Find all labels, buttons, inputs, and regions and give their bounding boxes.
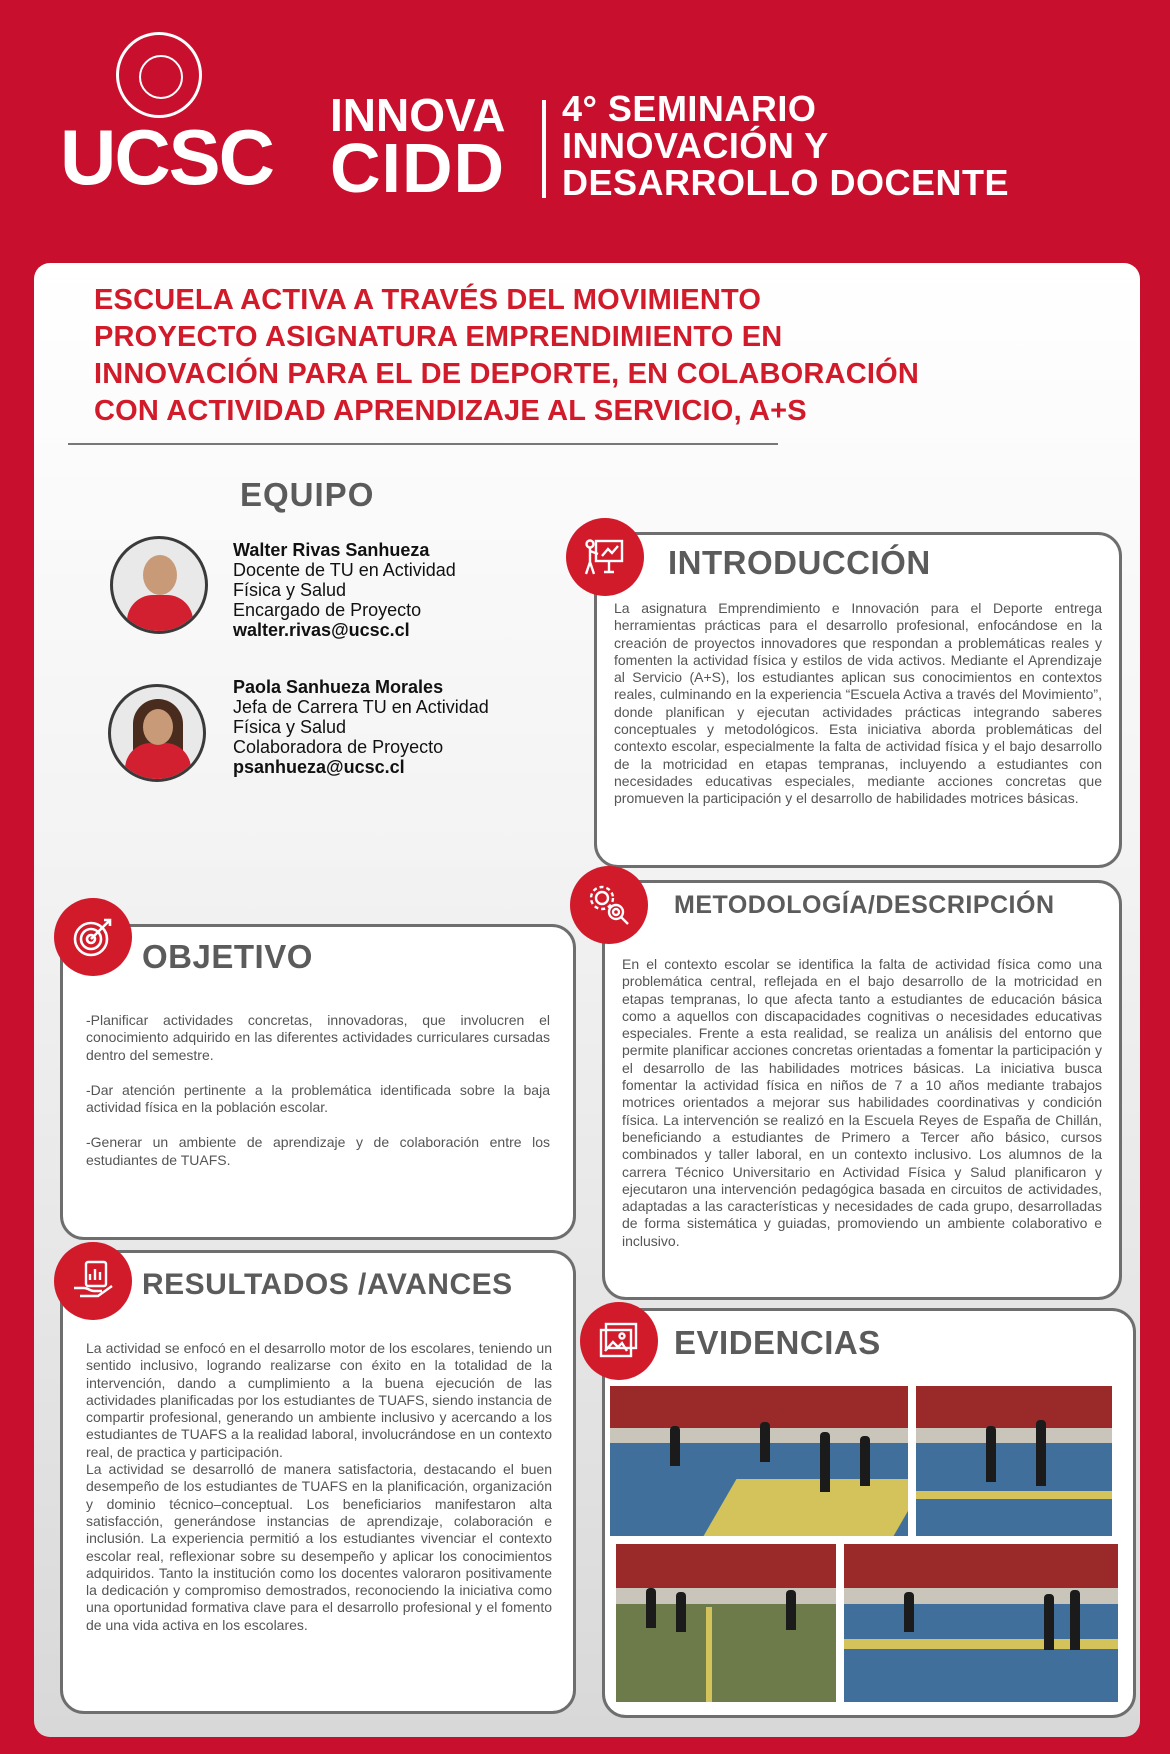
introduccion-text: La asignatura Emprendimiento e Innovación para el Deporte entrega herramientas prácticas para el desarrollo profesional, enfocándose en la creación de proyectos innovadores que respondan a problemáticas reales y fomenten la actividad física y estilos de vida activos. Mediante el Aprendizaje al Servicio (A+S), los estudiantes aplican sus conocimientos en contextos reales, culminando en la experiencia “Escuela Activa a través del Movimiento”, donde planifican y ejecutan actividades prácticas integrando saberes conceptuales y metodológicos. Esta iniciativa aborda problemáticas del contexto escolar, especialmente la falta de actividad física y el bajo desarrollo de la motricidad en etapas tempranas, incluyendo a estudiantes con necesidades educativas especiales, mediante acciones concretas que promueven la participación y el desarrollo de habilidades motrices básicas.	[614, 600, 1102, 807]
resultados-heading: RESULTADOS /AVANCES	[142, 1268, 513, 1301]
seminar-title	[562, 90, 1009, 201]
poster-title	[94, 282, 1074, 430]
presentation-icon	[566, 518, 644, 596]
metodologia-text: En el contexto escolar se identifica la falta de actividad física como una problemática central, reflejada en el bajo desarrollo de la motricidad en etapas tempranas, lo que afecta tanto a estudiantes de educación básica como a aquellos con discapacidades cognitivas o necesidades educativas especiales. Frente a esta realidad, se realiza un análisis del entorno que permite planificar acciones concretas orientadas a fomentar la participación y el desarrollo de las habilidades motrices básicas. La iniciativa busca fomentar la actividad física en niños de 7 a 10 años mediante trabajos motrices orientados a mejorar sus habilidades coordinativas y condición física. La intervención se realizó en la Escuela Reyes de España de Chillán, beneficiando a estudiantes de Primero a Tercer año básico, cursos combinados y taller laboral, en un contexto inclusivo. Los alumnos de la carrera Técnico Universitario en Actividad Física y Salud planificaron y ejecutaron una intervención pedagógica basada en circuitos de actividades, adaptadas a las características y necesidades de cada grupo, desarrolladas de forma sistemática y guiadas, promoviendo un ambiente colaborativo e inclusivo.	[622, 956, 1102, 1249]
seminar-line: INNOVACIÓN Y	[562, 125, 829, 166]
avatar	[110, 536, 208, 634]
university-seal-icon	[116, 32, 202, 118]
metodologia-heading: METODOLOGÍA/DESCRIPCIÓN	[674, 891, 1055, 919]
title-line: CON ACTIVIDAD APRENDIZAJE AL SERVICIO, A+S	[94, 395, 807, 427]
member-role: Física y Salud	[233, 580, 347, 600]
resultados-text	[86, 1340, 552, 1634]
evidencias-heading: EVIDENCIAS	[674, 1324, 881, 1361]
university-logo: UCSC	[60, 113, 274, 201]
evidence-photo	[916, 1386, 1112, 1536]
member-role: Física y Salud	[233, 717, 347, 737]
resultados-paragraph: La actividad se desarrolló de manera satisfactoria, destacando el buen desempeño de los estudiantes de TUAFS en la planificación, organización y dominio técnico–conceptual. Los beneficiarios manifestaron alta satisfacción, generándose instancias de aprendizaje, colaboración e inclusión. La experiencia permitió a los estudiantes vivenciar el contexto escolar real, reflexionar sobre su desempeño y aplicar los conocimientos adquiridos. Tanto la institución como los docentes valoraron positivamente la dedicación y compromiso demostrados, reconociendo la iniciativa como una oportunidad formativa clave para el desarrollo profesional y el fomento de una vida activa en los escolares.	[86, 1461, 552, 1633]
objetivo-item: -Planificar actividades concretas, innovadoras, que involucren el conocimiento adquirido en las diferentes actividades curriculares cursadas dentro del semestre.	[86, 1012, 550, 1063]
report-icon	[54, 1242, 132, 1320]
title-line: PROYECTO ASIGNATURA EMPRENDIMIENTO EN	[94, 321, 783, 353]
title-line: ESCUELA ACTIVA A TRAVÉS DEL MOVIMIENTO	[94, 284, 762, 316]
title-line: INNOVACIÓN PARA EL DE DEPORTE, EN COLABORACIÓN	[94, 358, 920, 390]
member-name: Paola Sanhueza Morales	[233, 677, 444, 697]
objetivo-heading: OBJETIVO	[142, 938, 313, 975]
member-role: Encargado de Proyecto	[233, 600, 422, 620]
objetivo-item: -Generar un ambiente de aprendizaje y de colaboración entre los estudiantes de TUAFS.	[86, 1134, 550, 1168]
objetivo-list	[86, 1012, 550, 1187]
member-email: walter.rivas@ucsc.cl	[233, 620, 410, 640]
seminar-line: 4° SEMINARIO	[562, 88, 817, 129]
avatar	[108, 684, 206, 782]
cidd-text: CIDD	[330, 129, 506, 208]
seminar-line: DESARROLLO DOCENTE	[562, 162, 1010, 203]
target-icon	[54, 898, 132, 976]
innova-text: INNOVA	[330, 89, 506, 141]
header	[0, 0, 1170, 262]
member-role: Jefa de Carrera TU en Actividad	[233, 697, 489, 717]
team-member	[233, 677, 489, 777]
gears-icon	[570, 866, 648, 944]
team-member	[233, 540, 456, 640]
member-name: Walter Rivas Sanhueza	[233, 540, 430, 560]
member-role: Colaboradora de Proyecto	[233, 737, 444, 757]
header-divider	[542, 100, 546, 198]
member-email: psanhueza@ucsc.cl	[233, 757, 405, 777]
evidence-photo	[616, 1544, 836, 1702]
equipo-heading: EQUIPO	[240, 476, 375, 513]
evidence-photo	[844, 1544, 1118, 1702]
objetivo-item: -Dar atención pertinente a la problemática identificada sobre la baja actividad física en la población escolar.	[86, 1081, 550, 1116]
introduccion-heading: INTRODUCCIÓN	[668, 544, 931, 581]
title-divider	[68, 443, 778, 445]
resultados-paragraph: La actividad se enfocó en el desarrollo motor de los escolares, teniendo un sentido inclusivo, logrando realizarse con éxito en la totalidad de la intervención, dando a cumplimiento a la buena ejecución de las actividades planificadas por los estudiantes de TUAFS, siendo instancia de compartir profesional, generando un ambiente inclusivo y acercando a los estudiantes de TUAFS a la realidad laboral, involucrándose en un contexto real, de practica y participación.	[86, 1340, 552, 1460]
innova-cidd-logo	[330, 89, 530, 208]
photo-gallery-icon	[580, 1302, 658, 1380]
evidence-photo	[610, 1386, 908, 1536]
member-role: Docente de TU en Actividad	[233, 560, 456, 580]
